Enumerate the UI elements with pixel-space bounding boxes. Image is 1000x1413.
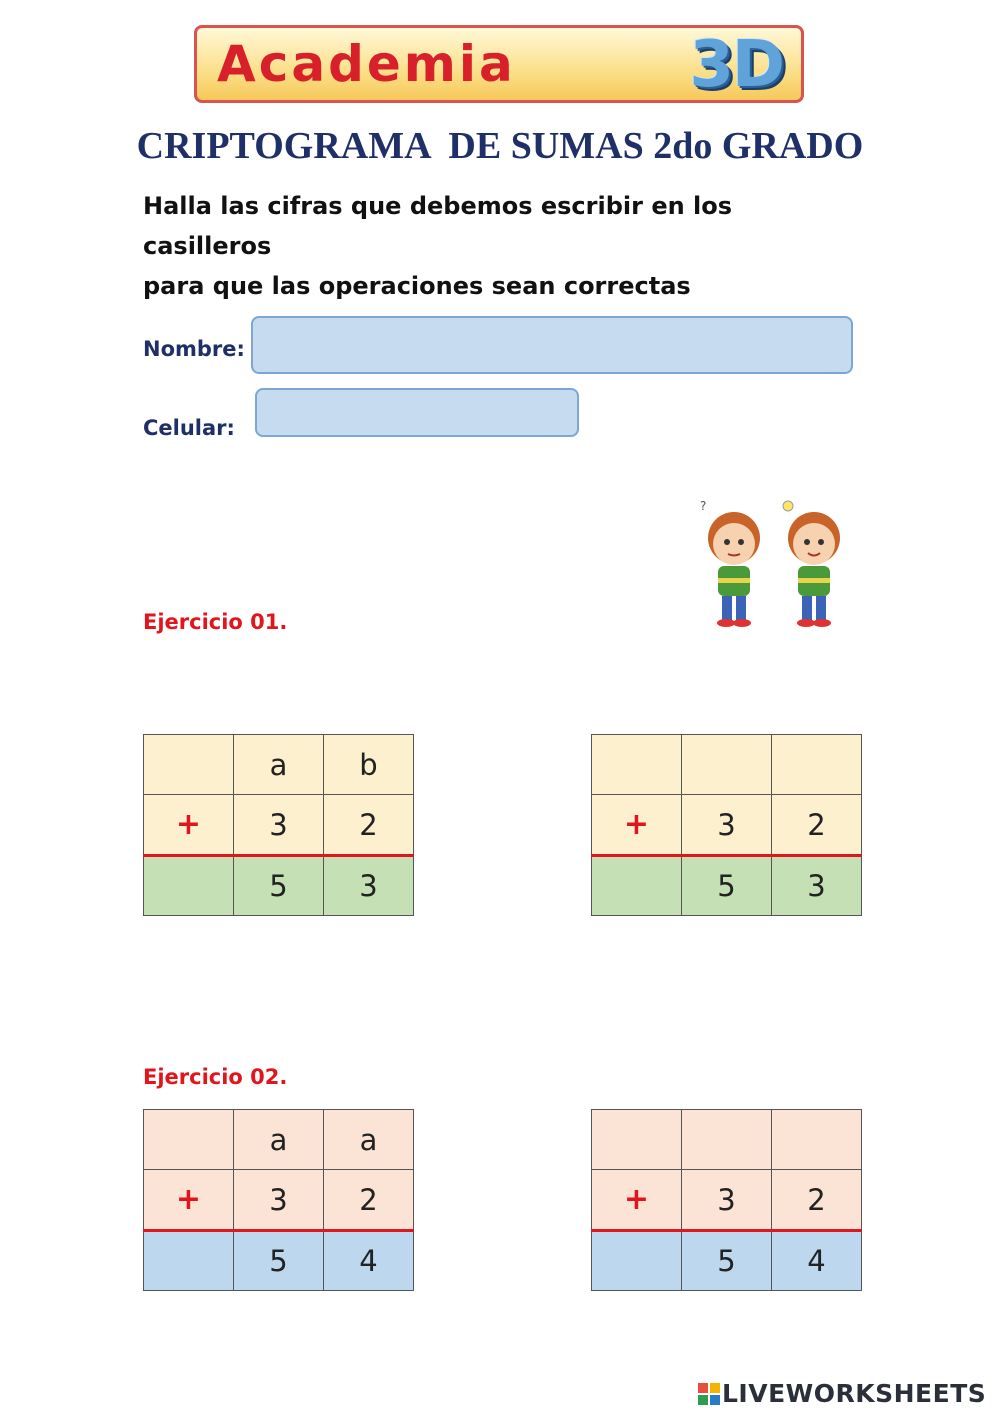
exercise-01-model-grid — [143, 734, 414, 916]
answer-cell[interactable] — [682, 1110, 772, 1170]
grid-cell: 3 — [682, 1170, 772, 1231]
grid-cell: 3 — [234, 795, 324, 856]
grid-cell: 3 — [682, 795, 772, 856]
answer-cell[interactable] — [682, 735, 772, 795]
grid-cell: b — [324, 735, 414, 795]
phone-input[interactable] — [255, 388, 579, 437]
grid-cell: a — [324, 1110, 414, 1170]
grid-cell — [144, 735, 234, 795]
name-label: Nombre: — [143, 337, 245, 361]
grid-cell: 4 — [324, 1231, 414, 1291]
grid-cell — [144, 856, 234, 916]
kid-left — [700, 499, 760, 627]
liveworksheets-icon — [698, 1383, 720, 1405]
exercise-01-answer-grid — [591, 734, 862, 916]
kid-right — [783, 501, 840, 627]
instructions-line-2: para que las operaciones sean correctas — [143, 272, 691, 300]
thinking-kids-illustration — [696, 496, 850, 634]
name-input[interactable] — [251, 316, 853, 374]
academia-logo — [194, 25, 804, 103]
grid-cell: 5 — [682, 1231, 772, 1291]
instructions-line-1: Halla las cifras que debemos escribir en los casilleros — [143, 192, 733, 260]
grid-cell: 4 — [772, 1231, 862, 1291]
grid-cell: 2 — [772, 795, 862, 856]
grid-cell: 3 — [234, 1170, 324, 1231]
grid-cell: 5 — [682, 856, 772, 916]
answer-cell[interactable] — [592, 1110, 682, 1170]
exercise-02-answer-grid — [591, 1109, 862, 1291]
exercise-02-label: Ejercicio 02. — [143, 1065, 288, 1089]
grid-cell: a — [234, 735, 324, 795]
grid-cell — [144, 1110, 234, 1170]
plus-sign: + — [144, 795, 234, 856]
liveworksheets-text: LIVEWORKSHEETS — [722, 1379, 987, 1408]
grid-cell — [592, 1231, 682, 1291]
grid-cell: 2 — [324, 795, 414, 856]
grid-cell — [144, 1231, 234, 1291]
logo-3d: 3D — [689, 28, 783, 102]
plus-sign: + — [592, 1170, 682, 1231]
grid-cell: 2 — [324, 1170, 414, 1231]
answer-cell[interactable] — [772, 735, 862, 795]
exercise-01-label: Ejercicio 01. — [143, 610, 288, 634]
logo-text: Academia — [217, 35, 516, 93]
liveworksheets-logo — [698, 1378, 994, 1410]
plus-sign: + — [144, 1170, 234, 1231]
instructions — [143, 186, 843, 306]
answer-cell[interactable] — [772, 1110, 862, 1170]
grid-cell: 5 — [234, 856, 324, 916]
grid-cell: 5 — [234, 1231, 324, 1291]
grid-cell: 3 — [324, 856, 414, 916]
grid-cell: 2 — [772, 1170, 862, 1231]
plus-sign: + — [592, 795, 682, 856]
grid-cell: 3 — [772, 856, 862, 916]
phone-label: Celular: — [143, 416, 235, 440]
exercise-02-model-grid — [143, 1109, 414, 1291]
grid-cell: a — [234, 1110, 324, 1170]
page-title: CRIPTOGRAMA DE SUMAS 2do GRADO — [136, 125, 864, 167]
svg-text:?: ? — [700, 499, 707, 513]
grid-cell — [592, 856, 682, 916]
answer-cell[interactable] — [592, 735, 682, 795]
